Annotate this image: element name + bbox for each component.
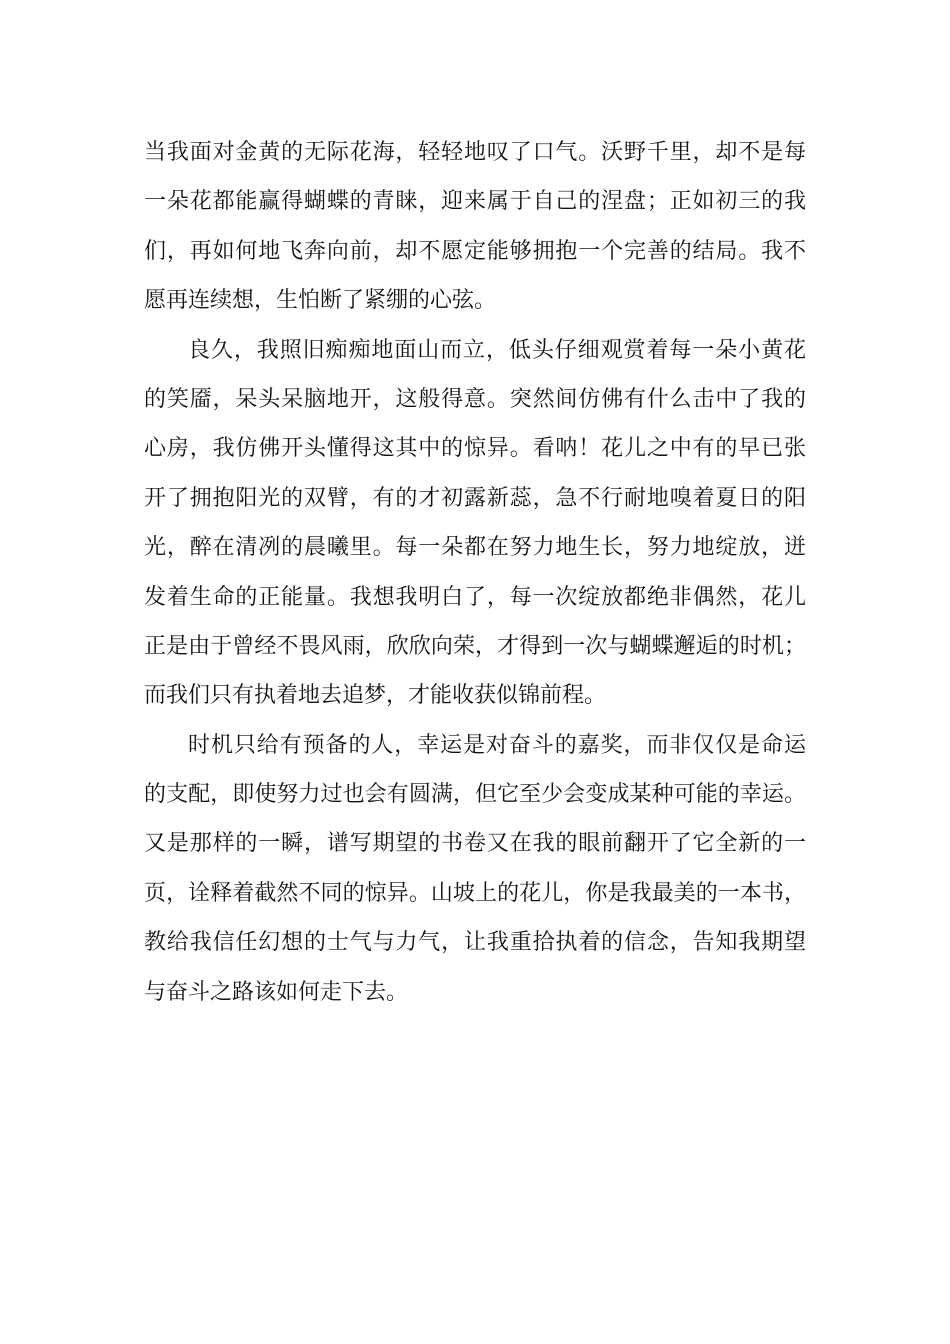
- text-line: 教给我信任幻想的士气与力气，让我重拾执着的信念，告知我期望: [144, 930, 806, 956]
- text-line: 心房，我仿佛开头懂得这其中的惊异。看呐！花儿之中有的早已张: [144, 436, 806, 462]
- text-line: 的笑靥，呆头呆脑地开，这般得意。突然间仿佛有什么击中了我的: [144, 386, 806, 412]
- paragraph-2: [144, 326, 806, 721]
- text-line: 的支配，即使努力过也会有圆满，但它至少会变成某种可能的幸运。: [144, 782, 806, 808]
- text-line: 又是那样的一瞬，谱写期望的书卷又在我的眼前翻开了它全新的一: [144, 831, 806, 857]
- paragraph-1: [144, 128, 806, 326]
- text-line: 当我面对金黄的无际花海，轻轻地叹了口气。沃野千里，却不是每: [144, 140, 806, 165]
- text-line: 页，诠释着截然不同的惊异。山坡上的花儿，你是我最美的一本书，: [144, 880, 806, 906]
- text-line: 时机只给有预备的人，幸运是对奋斗的嘉奖，而非仅仅是命运: [188, 732, 806, 758]
- paragraph-3: [144, 721, 806, 1017]
- text-line: 一朵花都能赢得蝴蝶的青睐，迎来属于自己的涅盘；正如初三的我: [144, 189, 806, 215]
- text-line: 而我们只有执着地去追梦，才能收获似锦前程。: [144, 683, 607, 709]
- text-line: 良久，我照旧痴痴地面山而立，低头仔细观赏着每一朵小黄花: [188, 337, 806, 363]
- text-line: 愿再连续想，生怕断了紧绷的心弦。: [144, 288, 497, 314]
- document-body: [144, 128, 806, 1017]
- text-line: 开了拥抱阳光的双臂，有的才初露新蕊，急不行耐地嗅着夏日的阳: [144, 485, 806, 511]
- text-line: 们，再如何地飞奔向前，却不愿定能够拥抱一个完善的结局。我不: [144, 238, 806, 264]
- text-line: 光，醉在清冽的晨曦里。每一朵都在努力地生长，努力地绽放，迸: [144, 535, 806, 561]
- text-line: 与奋斗之路该如何走下去。: [144, 979, 409, 1005]
- text-line: 发着生命的正能量。我想我明白了，每一次绽放都绝非偶然，花儿: [144, 584, 806, 610]
- text-line: 正是由于曾经不畏风雨，欣欣向荣，才得到一次与蝴蝶邂逅的时机；: [144, 633, 806, 659]
